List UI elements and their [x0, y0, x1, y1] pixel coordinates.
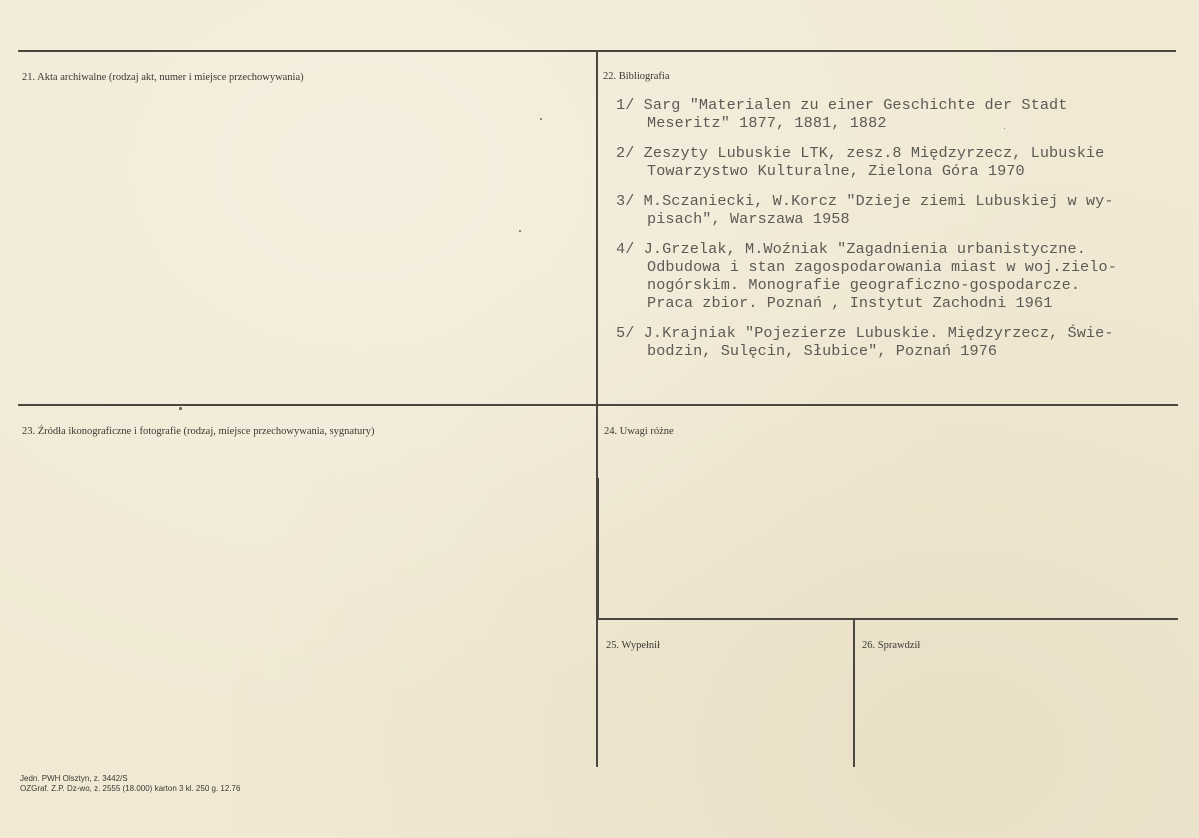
- bibliography-entry: [616, 144, 1191, 180]
- printer-imprint-line-2: OZGraf. Z.P. Dz-wo, z. 2555 (18.000) karton 3 kl. 250 g. 12.76: [20, 784, 241, 793]
- section-24-inner-line: [598, 478, 599, 618]
- section-21-label: 21. Akta archiwalne (rodzaj akt, numer i miejsce przechowywania): [22, 72, 304, 83]
- bibliography-line: pisach", Warszawa 1958: [647, 210, 850, 228]
- bibliography-entry: [616, 324, 1191, 360]
- middle-horizontal-line-right: [598, 404, 1178, 406]
- signature-divider-line: [853, 619, 855, 767]
- bibliography-line: nogórskim. Monografie geograficzno-gospodarcze.: [647, 276, 1081, 294]
- signature-row-top-line: [598, 618, 1178, 620]
- paper-speck: [179, 407, 182, 410]
- section-22-label: 22. Bibliografia: [603, 71, 670, 82]
- central-vertical-line: [596, 51, 598, 767]
- printer-imprint-line-1: Jedn. PWH Olsztyn, z. 3442/S: [20, 774, 128, 783]
- printer-imprint: [20, 774, 240, 794]
- bibliography-line: Praca zbior. Poznań , Instytut Zachodni 1961: [647, 294, 1053, 312]
- paper-speck: [540, 118, 542, 120]
- paper-speck: [1004, 128, 1005, 129]
- section-24-label: 24. Uwagi różne: [604, 426, 674, 437]
- bibliography-line: Meseritz" 1877, 1881, 1882: [647, 114, 887, 132]
- section-25-label: 25. Wypełnił: [606, 640, 661, 651]
- bibliography-line: 5/ J.Krajniak "Pojezierze Lubuskie. Międzyrzecz, Świe-: [616, 324, 1114, 342]
- bibliography-entry: [616, 192, 1191, 228]
- section-23-label: 23. Źródła ikonograficzne i fotografie (rodzaj, miejsce przechowywania, sygnatury): [22, 426, 375, 437]
- bibliography-line: 3/ M.Sczaniecki, W.Korcz "Dzieje ziemi Lubuskiej w wy-: [616, 192, 1114, 210]
- paper-speck: [519, 230, 521, 232]
- bibliography-line: bodzin, Sulęcin, Słubice", Poznań 1976: [647, 342, 998, 360]
- bibliography-entry: [616, 240, 1191, 312]
- bibliography-line: Odbudowa i stan zagospodarowania miast w woj.zielo-: [647, 258, 1117, 276]
- bibliography-line: 2/ Zeszyty Lubuskie LTK, zesz.8 Międzyrzecz, Lubuskie: [616, 144, 1105, 162]
- bibliography-list: [616, 96, 1191, 372]
- section-26-label: 26. Sprawdził: [862, 640, 921, 651]
- bibliography-line: 4/ J.Grzelak, M.Woźniak "Zagadnienia urbanistyczne.: [616, 240, 1086, 258]
- middle-horizontal-line-left: [18, 404, 596, 406]
- bibliography-entry: [616, 96, 1191, 132]
- bibliography-line: 1/ Sarg "Materialen zu einer Geschichte der Stadt: [616, 96, 1068, 114]
- bibliography-line: Towarzystwo Kulturalne, Zielona Góra 1970: [647, 162, 1025, 180]
